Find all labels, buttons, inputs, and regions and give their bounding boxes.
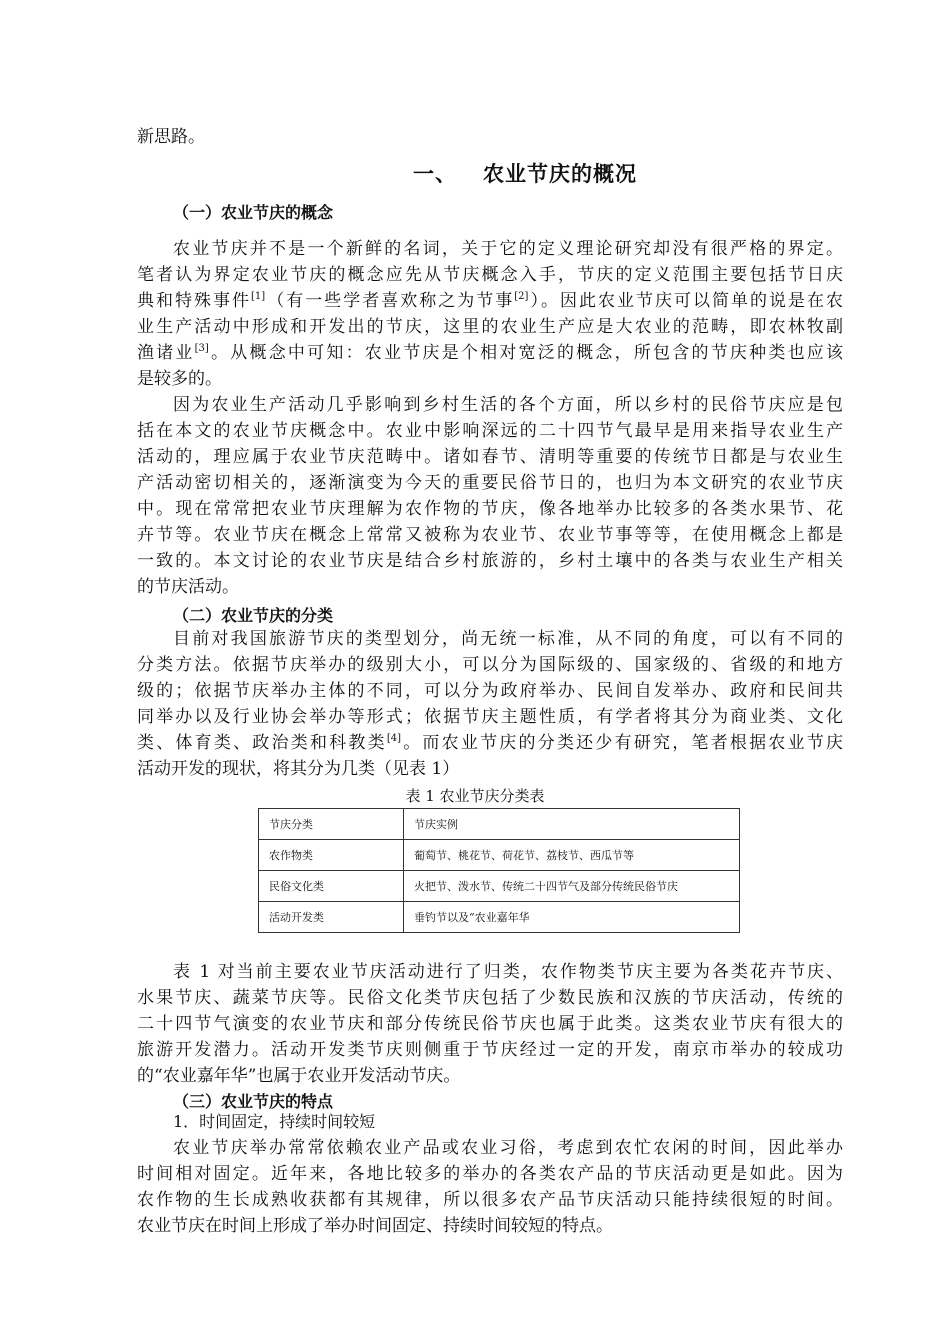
text-line: 目前对我国旅游节庆的类型划分，尚无统一标准，从不同的角度，可以有不同的 bbox=[173, 629, 843, 649]
text-line: 农业节庆并不是一个新鲜的名词，关于它的定义理论研究却没有很严格的界定。 bbox=[173, 239, 843, 259]
table-cell: 活动开发类 bbox=[259, 902, 404, 933]
subsection-heading-3: （三）农业节庆的特点 bbox=[173, 1092, 334, 1111]
table-cell: 火把节、泼水节、传统二十四节气及部分传统民俗节庆 bbox=[404, 871, 740, 902]
text-span: 。从概念中可知：农业节庆是个相对宽泛的概念，所包含的节庆种类也应该 bbox=[208, 343, 844, 363]
subsection-heading-1: （一）农业节庆的概念 bbox=[173, 203, 334, 222]
text-line: 产活动密切相关的，逐渐演变为今天的重要民俗节日的，也归为本文研究的农业节庆 bbox=[137, 473, 843, 493]
text-span: （有一些学者喜欢称之为节事 bbox=[265, 291, 515, 311]
text-line: 表 1 对当前主要农业节庆活动进行了归类，农作物类节庆主要为各类花卉节庆、 bbox=[173, 962, 843, 982]
text-line: 一致的。本文讨论的农业节庆是结合乡村旅游的，乡村土壤中的各类与农业生产相关 bbox=[137, 551, 843, 571]
classification-table bbox=[258, 808, 740, 933]
text-line: 因为农业生产活动几乎影响到乡村生活的各个方面，所以乡村的民俗节庆应是包 bbox=[173, 395, 843, 415]
text-line: 时间相对固定。近年来，各地比较多的举办的各类农产品的节庆活动更是如此。因为 bbox=[137, 1164, 843, 1184]
subsection-heading-2: （二）农业节庆的分类 bbox=[173, 606, 334, 625]
text-line: 卉节等。农业节庆在概念上常常又被称为农业节、农业节事等等，在使用概念上都是 bbox=[137, 525, 843, 545]
text-line bbox=[137, 340, 843, 366]
section-heading bbox=[413, 158, 637, 188]
citation: [1] bbox=[251, 291, 266, 302]
text-line bbox=[137, 730, 843, 756]
table-row bbox=[259, 902, 740, 933]
section-title: 农业节庆的概况 bbox=[483, 162, 637, 186]
text-line: 分类方法。依据节庆举办的级别大小，可以分为国际级的、国家级的、省级的和地方 bbox=[137, 655, 843, 675]
table-cell: 节庆实例 bbox=[404, 809, 740, 840]
text-line: 的“农业嘉年华”也属于农业开发活动节庆。 bbox=[137, 1066, 461, 1086]
text-line: 新思路。 bbox=[137, 127, 205, 147]
text-line: 同举办以及行业协会举办等形式；依据节庆主题性质，有学者将其分为商业类、文化 bbox=[137, 707, 843, 727]
text-line: 旅游开发潜力。活动开发类节庆则侧重于节庆经过一定的开发，南京市举办的较成功 bbox=[137, 1040, 843, 1060]
text-line: 二十四节气演变的农业节庆和部分传统民俗节庆也属于此类。这类农业节庆有很大的 bbox=[137, 1014, 843, 1034]
text-span: 。而农业节庆的分类还少有研究，笔者根据农业节庆 bbox=[401, 733, 844, 753]
table-row bbox=[259, 840, 740, 871]
text-line: 活动开发的现状，将其分为几类（见表 1） bbox=[137, 759, 460, 779]
text-span: 渔诸业 bbox=[137, 343, 195, 363]
text-line: 笔者认为界定农业节庆的概念应先从节庆概念入手，节庆的定义范围主要包括节日庆 bbox=[137, 265, 843, 285]
section-number: 一、 bbox=[413, 162, 457, 186]
text-line: 水果节庆、蔬菜节庆等。民俗文化类节庆包括了少数民族和汉族的节庆活动，传统的 bbox=[137, 988, 843, 1008]
table-cell: 垂钓节以及“农业嘉年华 bbox=[404, 902, 740, 933]
text-line: 级的；依据节庆举办主体的不同，可以分为政府举办、民间自发举办、政府和民间共 bbox=[137, 681, 843, 701]
text-line: 的节庆活动。 bbox=[137, 577, 239, 597]
citation: [2] bbox=[514, 291, 529, 302]
text-span: 类、体育类、政治类和科教类 bbox=[137, 733, 387, 753]
text-span: 典和特殊事件 bbox=[137, 291, 252, 311]
text-line: 农业节庆举办常常依赖农业产品或农业习俗，考虑到农忙农闲的时间，因此举办 bbox=[173, 1138, 843, 1158]
text-line bbox=[137, 288, 843, 314]
citation: [4] bbox=[386, 733, 401, 744]
citation: [3] bbox=[194, 343, 209, 354]
text-span: ）。因此农业节庆可以简单的说是在农 bbox=[528, 291, 844, 311]
text-line: 活动的，理应属于农业节庆范畴中。诸如春节、清明等重要的传统节日都是与农业生 bbox=[137, 447, 843, 467]
text-line: 是较多的。 bbox=[137, 369, 222, 389]
table-cell: 农作物类 bbox=[259, 840, 404, 871]
list-item-heading: 1．时间固定，持续时间较短 bbox=[173, 1112, 376, 1131]
table-cell: 节庆分类 bbox=[259, 809, 404, 840]
table-cell: 葡萄节、桃花节、荷花节、荔枝节、西瓜节等 bbox=[404, 840, 740, 871]
table-caption: 表 1 农业节庆分类表 bbox=[405, 787, 545, 805]
table-row bbox=[259, 809, 740, 840]
text-line: 农作物的生长成熟收获都有其规律，所以很多农产品节庆活动只能持续很短的时间。 bbox=[137, 1190, 843, 1210]
table-cell: 民俗文化类 bbox=[259, 871, 404, 902]
text-line: 中。现在常常把农业节庆理解为农作物的节庆，像各地举办比较多的各类水果节、花 bbox=[137, 499, 843, 519]
table-row bbox=[259, 871, 740, 902]
text-line: 括在本文的农业节庆概念中。农业中影响深远的二十四节气最早是用来指导农业生产 bbox=[137, 421, 843, 441]
text-line: 业生产活动中形成和开发出的节庆，这里的农业生产应是大农业的范畴，即农林牧副 bbox=[137, 317, 843, 337]
text-line: 农业节庆在时间上形成了举办时间固定、持续时间较短的特点。 bbox=[137, 1216, 613, 1236]
